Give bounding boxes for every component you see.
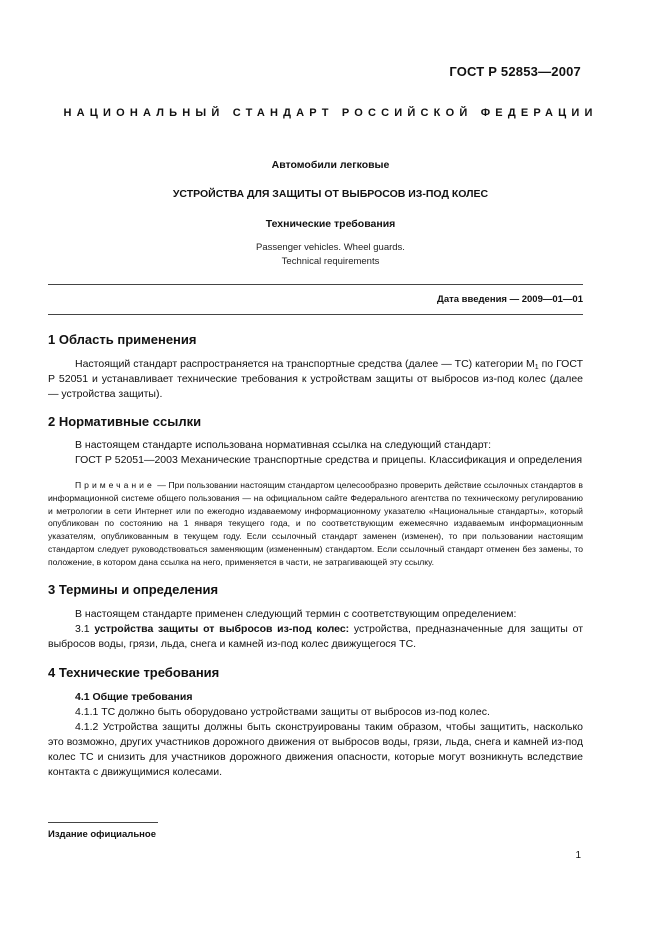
page-number: 1: [575, 850, 581, 861]
standard-number: ГОСТ Р 52853—2007: [449, 64, 581, 79]
section-2-heading: 2 Нормативные ссылки: [48, 414, 202, 429]
section-2-paragraph-1: В настоящем стандарте использована нормативная ссылка на следующий стандарт:: [75, 439, 492, 451]
section-1-text-a: Настоящий стандарт распространяется на транспортные средства (далее — ТС) категории М: [75, 358, 535, 370]
section-1-paragraph: [48, 357, 583, 402]
section-3-heading: 3 Термины и определения: [48, 581, 219, 597]
note-text: — При пользовании настоящим стандартом целесообразно проверить действие ссылочных стандартов в информационной системе общего пользования — на официальном сайте Федерального агентства по техническому регулированию и метрологии в сети Интернет или по ежегодно издаваемому информационному указателю «Национальные стандарты», который опубликован по состоянию на 1 января текущего года, и по соответствующим ежемесячно издаваемым информационным указателям, опубликованным в текущем году. Если ссылочный стандарт заменен (изменен), то при пользовании настоящим стандартом следует руководствоваться заменяющим (измененным) стандартом. Если ссылочный стандарт отменен без замены, то положение, в котором дана ссылка на него, применяется в части, не затрагивающей эту ссылку.: [48, 480, 583, 567]
english-title-line-1: Passenger vehicles. Wheel guards.: [256, 242, 405, 253]
section-2-paragraph-2: ГОСТ Р 52051—2003 Механические транспортные средства и прицепы. Классификация и определения: [75, 454, 583, 466]
clause-4-1-1: 4.1.1 ТС должно быть оборудовано устройствами защиты от выбросов из-под колес.: [75, 705, 490, 718]
section-4-heading: 4 Технические требования: [48, 664, 220, 680]
section-3-paragraph-1: В настоящем стандарте применен следующий термин с соответствующим определением:: [75, 607, 517, 620]
english-title: [0, 241, 661, 269]
term-description: устройства, предназначенные для защиты от выбросов воды, грязи, льда, снега и камней из-под колес движущегося ТС.: [48, 622, 584, 650]
note-label: Примечание: [75, 480, 155, 490]
title-line-3: Технические требования: [265, 218, 396, 230]
footer-divider: [48, 822, 158, 823]
standard-banner: НАЦИОНАЛЬНЫЙ СТАНДАРТ РОССИЙСКОЙ ФЕДЕРАЦИИ: [63, 107, 598, 119]
term-number: 3.1: [75, 622, 95, 635]
section-2-note: [48, 479, 583, 569]
introduction-date: Дата введения — 2009—01—01: [437, 294, 583, 305]
clause-4-1-2: 4.1.2 Устройства защиты должны быть сконструированы таким образом, чтобы защитить, насколько это возможно, других участников дорожного движения от выбросов воды, грязи, льда, снега и камней из-под колес ТС и снизить для участников дорожного движения опасности, которые могут возникнуть вследствие контакта с движущимися колесами.: [48, 720, 583, 778]
title-line-1: Автомобили легковые: [271, 159, 390, 171]
english-title-line-2: Technical requirements: [281, 256, 380, 267]
divider: [48, 314, 583, 315]
section-1-heading: 1 Область применения: [48, 332, 197, 347]
section-1-text-b: по ГОСТ Р 52051 и устанавливает технические требования к устройствам защиты от выбросов из-под колес (далее — устройства защиты).: [48, 358, 583, 400]
subsection-4-1-heading: 4.1 Общие требования: [75, 690, 193, 703]
title-line-2: УСТРОЙСТВА ДЛЯ ЗАЩИТЫ ОТ ВЫБРОСОВ ИЗ-ПОД КОЛЕС: [172, 188, 489, 200]
official-edition-label: Издание официальное: [48, 829, 156, 840]
divider: [48, 284, 583, 285]
document-body: [48, 328, 583, 780]
term-definition: [48, 622, 583, 652]
category-subscript: 1: [534, 364, 539, 371]
term-name: устройства защиты от выбросов из-под колес:: [94, 622, 350, 635]
